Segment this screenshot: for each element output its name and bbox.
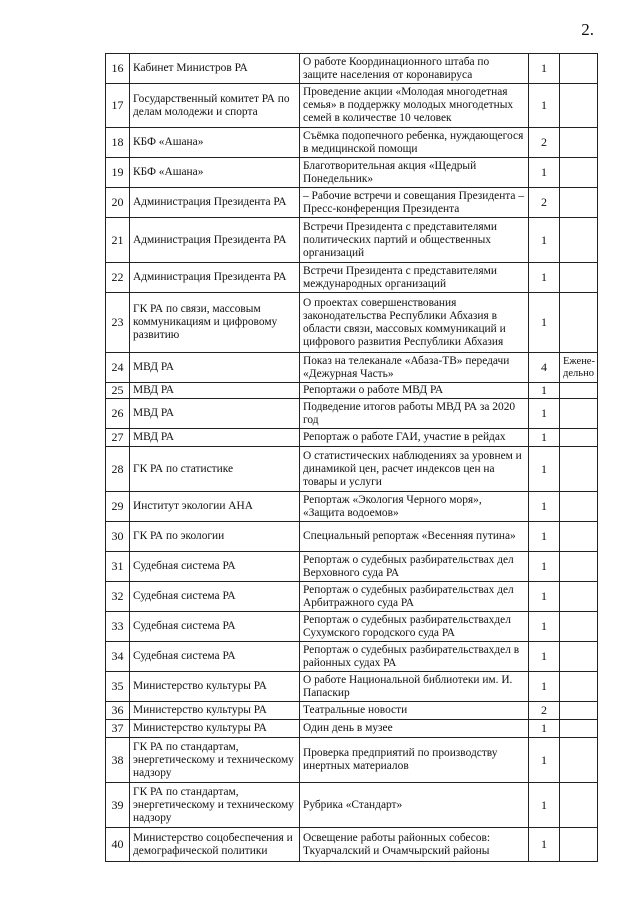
topic-cell: Репортаж о работе ГАИ, участие в рейдах — [300, 429, 529, 447]
frequency-cell — [560, 738, 598, 783]
topic-cell: О проектах совершенствования законодательства Республики Абхазия в области связи, массовых коммуникаций и цифрового развития Республики Абхазия — [300, 293, 529, 353]
frequency-cell — [560, 672, 598, 702]
organization-cell: Министерство соцобеспечения и демографической политики — [130, 828, 300, 862]
organization-cell: Министерство культуры РА — [130, 672, 300, 702]
table-row — [106, 828, 598, 862]
quantity-cell: 2 — [529, 702, 560, 720]
table-row — [106, 293, 598, 353]
row-number-cell: 23 — [106, 293, 130, 353]
row-number-cell: 36 — [106, 702, 130, 720]
table-row — [106, 158, 598, 188]
quantity-cell: 1 — [529, 783, 560, 828]
quantity-cell: 1 — [529, 738, 560, 783]
table-row — [106, 188, 598, 218]
row-number-cell: 34 — [106, 642, 130, 672]
table-row — [106, 263, 598, 293]
table-row — [106, 447, 598, 492]
frequency-cell — [560, 218, 598, 263]
row-number-cell: 29 — [106, 492, 130, 522]
page-number: 2. — [581, 20, 594, 39]
topic-cell: О работе Национальной библиотеки им. И. Папаскир — [300, 672, 529, 702]
topic-cell: – Рабочие встречи и совещания Президента – Пресс-конференция Президента — [300, 188, 529, 218]
organization-cell: КБФ «Ашана» — [130, 158, 300, 188]
table-row — [106, 399, 598, 429]
row-number-cell: 22 — [106, 263, 130, 293]
table-row — [106, 552, 598, 582]
table-row — [106, 128, 598, 158]
frequency-cell — [560, 128, 598, 158]
table-row — [106, 738, 598, 783]
table-row — [106, 582, 598, 612]
row-number-cell: 37 — [106, 720, 130, 738]
frequency-cell — [560, 399, 598, 429]
organization-cell: ГК РА по стандартам, энергетическому и техническому надзору — [130, 783, 300, 828]
quantity-cell: 2 — [529, 188, 560, 218]
topic-cell: Встречи Президента с представителями международных организаций — [300, 263, 529, 293]
frequency-cell — [560, 582, 598, 612]
row-number-cell: 40 — [106, 828, 130, 862]
row-number-cell: 39 — [106, 783, 130, 828]
topic-cell: Репортаж о судебных разбирательствах дел Арбитражного суда РА — [300, 582, 529, 612]
table-row — [106, 54, 598, 84]
frequency-cell — [560, 263, 598, 293]
quantity-cell: 1 — [529, 383, 560, 399]
quantity-cell: 1 — [529, 429, 560, 447]
frequency-cell — [560, 612, 598, 642]
table-row — [106, 783, 598, 828]
table-row — [106, 429, 598, 447]
topic-cell: Один день в музее — [300, 720, 529, 738]
table-row — [106, 522, 598, 552]
frequency-cell — [560, 54, 598, 84]
row-number-cell: 25 — [106, 383, 130, 399]
frequency-cell — [560, 783, 598, 828]
topic-cell: Репортаж о судебных разбирательствахдел Сухумского городского суда РА — [300, 612, 529, 642]
topic-cell: Специальный репортаж «Весенняя путина» — [300, 522, 529, 552]
quantity-cell: 4 — [529, 353, 560, 383]
row-number-cell: 28 — [106, 447, 130, 492]
row-number-cell: 21 — [106, 218, 130, 263]
frequency-cell — [560, 720, 598, 738]
topic-cell: Театральные новости — [300, 702, 529, 720]
quantity-cell: 1 — [529, 492, 560, 522]
table-row — [106, 612, 598, 642]
topic-cell: Репортаж «Экология Черного моря», «Защита водоемов» — [300, 492, 529, 522]
organization-cell: Кабинет Министров РА — [130, 54, 300, 84]
table-row — [106, 702, 598, 720]
row-number-cell: 33 — [106, 612, 130, 642]
topic-cell: Встречи Президента с представителями политических партий и общественных организаций — [300, 218, 529, 263]
row-number-cell: 31 — [106, 552, 130, 582]
frequency-cell — [560, 522, 598, 552]
organization-cell: Институт экологии АНА — [130, 492, 300, 522]
organization-cell: ГК РА по стандартам, энергетическому и техническому надзору — [130, 738, 300, 783]
frequency-cell — [560, 492, 598, 522]
table-row — [106, 492, 598, 522]
row-number-cell: 18 — [106, 128, 130, 158]
row-number-cell: 26 — [106, 399, 130, 429]
table-body — [106, 54, 598, 862]
topic-cell: Благотворительная акция «Щедрый Понедельник» — [300, 158, 529, 188]
frequency-cell — [560, 429, 598, 447]
organization-cell: Судебная система РА — [130, 552, 300, 582]
frequency-cell — [560, 702, 598, 720]
topic-cell: О работе Координационного штаба по защите населения от коронавируса — [300, 54, 529, 84]
quantity-cell: 1 — [529, 218, 560, 263]
quantity-cell: 1 — [529, 720, 560, 738]
organization-cell: ГК РА по связи, массовым коммуникациям и цифровому развитию — [130, 293, 300, 353]
organization-cell: Администрация Президента РА — [130, 263, 300, 293]
frequency-cell — [560, 158, 598, 188]
quantity-cell: 1 — [529, 293, 560, 353]
row-number-cell: 32 — [106, 582, 130, 612]
table-row — [106, 84, 598, 128]
quantity-cell: 1 — [529, 84, 560, 128]
row-number-cell: 20 — [106, 188, 130, 218]
frequency-cell — [560, 447, 598, 492]
frequency-cell — [560, 84, 598, 128]
organization-cell: Судебная система РА — [130, 642, 300, 672]
frequency-cell: Ежене-дельно — [560, 353, 598, 383]
row-number-cell: 19 — [106, 158, 130, 188]
table-row — [106, 218, 598, 263]
organization-cell: Судебная система РА — [130, 612, 300, 642]
topic-cell: Репортаж о судебных разбирательствах дел Верховного суда РА — [300, 552, 529, 582]
quantity-cell: 1 — [529, 158, 560, 188]
topic-cell: О статистических наблюдениях за уровнем и динамикой цен, расчет индексов цен на товары и услуги — [300, 447, 529, 492]
organization-cell: Администрация Президента РА — [130, 218, 300, 263]
table-row — [106, 672, 598, 702]
organization-cell: МВД РА — [130, 399, 300, 429]
quantity-cell: 1 — [529, 54, 560, 84]
table-row — [106, 383, 598, 399]
organization-cell: МВД РА — [130, 429, 300, 447]
frequency-cell — [560, 383, 598, 399]
row-number-cell: 24 — [106, 353, 130, 383]
row-number-cell: 27 — [106, 429, 130, 447]
organization-cell: Судебная система РА — [130, 582, 300, 612]
quantity-cell: 2 — [529, 128, 560, 158]
row-number-cell: 30 — [106, 522, 130, 552]
row-number-cell: 35 — [106, 672, 130, 702]
table-row — [106, 353, 598, 383]
organization-cell: Администрация Президента РА — [130, 188, 300, 218]
quantity-cell: 1 — [529, 522, 560, 552]
topic-cell: Подведение итогов работы МВД РА за 2020 год — [300, 399, 529, 429]
topic-cell: Рубрика «Стандарт» — [300, 783, 529, 828]
organization-cell: МВД РА — [130, 353, 300, 383]
row-number-cell: 17 — [106, 84, 130, 128]
topic-cell: Репортажи о работе МВД РА — [300, 383, 529, 399]
frequency-cell — [560, 293, 598, 353]
quantity-cell: 1 — [529, 828, 560, 862]
organization-cell: МВД РА — [130, 383, 300, 399]
quantity-cell: 1 — [529, 612, 560, 642]
quantity-cell: 1 — [529, 552, 560, 582]
topic-cell: Съёмка подопечного ребенка, нуждающегося в медицинской помощи — [300, 128, 529, 158]
table-row — [106, 642, 598, 672]
organization-cell: ГК РА по экологии — [130, 522, 300, 552]
quantity-cell: 1 — [529, 672, 560, 702]
table-row — [106, 720, 598, 738]
quantity-cell: 1 — [529, 399, 560, 429]
quantity-cell: 1 — [529, 263, 560, 293]
topic-cell: Показ на телеканале «Абаза-ТВ» передачи «Дежурная Часть» — [300, 353, 529, 383]
organization-cell: ГК РА по статистике — [130, 447, 300, 492]
quantity-cell: 1 — [529, 447, 560, 492]
organization-cell: Министерство культуры РА — [130, 702, 300, 720]
row-number-cell: 38 — [106, 738, 130, 783]
organization-cell: Министерство культуры РА — [130, 720, 300, 738]
topic-cell: Проверка предприятий по производству инертных материалов — [300, 738, 529, 783]
row-number-cell: 16 — [106, 54, 130, 84]
organization-cell: Государственный комитет РА по делам молодежи и спорта — [130, 84, 300, 128]
frequency-cell — [560, 552, 598, 582]
frequency-cell — [560, 642, 598, 672]
frequency-cell — [560, 828, 598, 862]
quantity-cell: 1 — [529, 582, 560, 612]
organization-cell: КБФ «Ашана» — [130, 128, 300, 158]
topic-cell: Проведение акции «Молодая многодетная семья» в поддержку молодых многодетных семей в количестве 10 человек — [300, 84, 529, 128]
frequency-cell — [560, 188, 598, 218]
quantity-cell: 1 — [529, 642, 560, 672]
schedule-table — [105, 53, 598, 862]
topic-cell: Освещение работы районных собесов: Ткуарчалский и Очамчырский районы — [300, 828, 529, 862]
topic-cell: Репортаж о судебных разбирательствахдел в районных судах РА — [300, 642, 529, 672]
